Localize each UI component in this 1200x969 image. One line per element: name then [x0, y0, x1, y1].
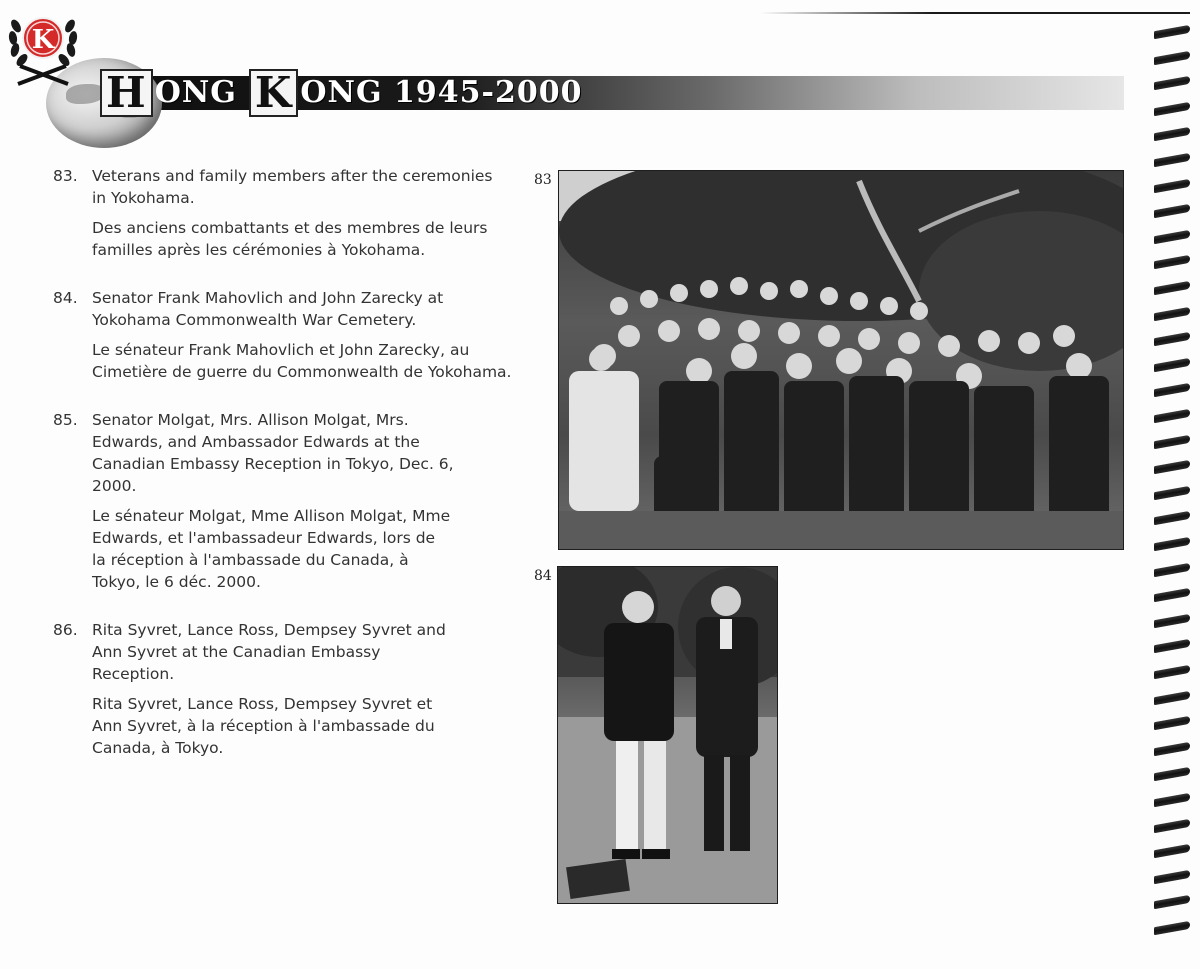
caption-number: 83. [53, 167, 78, 185]
caption-english: Veterans and family members after the ceremonies in Yokohama. [92, 167, 493, 207]
page-title [100, 70, 594, 116]
caption-list [50, 165, 512, 781]
caption-french: Des anciens combattants et des membres de leurs familles après les cérémonies à Yokohama. [92, 219, 488, 259]
binding-coil [1154, 767, 1190, 781]
binding-coil [1154, 588, 1190, 602]
caption-entry-83 [50, 165, 500, 261]
binding-coil [1154, 153, 1190, 167]
binding-coil [1154, 306, 1190, 320]
binding-coil [1154, 639, 1190, 653]
title-word-hong: ONG [154, 75, 237, 110]
binding-coil [1154, 230, 1190, 244]
binding-coil [1154, 358, 1190, 372]
caption-entry-86 [50, 619, 500, 759]
binding-coil [1154, 409, 1190, 423]
binding-coil [1154, 511, 1190, 525]
binding-coil [1154, 460, 1190, 474]
spiral-binding [1152, 18, 1192, 953]
binding-coil [1154, 281, 1190, 295]
binding-coil [1154, 690, 1190, 704]
binding-coil [1154, 50, 1190, 64]
binding-coil [1154, 178, 1190, 192]
binding-coil [1154, 204, 1190, 218]
binding-coil [1154, 716, 1190, 730]
binding-coil [1154, 665, 1190, 679]
binding-coil [1154, 127, 1190, 141]
binding-coil [1154, 562, 1190, 576]
caption-english: Rita Syvret, Lance Ross, Dempsey Syvret and Ann Syvret at the Canadian Embassy Reception. [92, 621, 446, 683]
photo-senator-cemetery [557, 566, 778, 904]
binding-coil [1154, 486, 1190, 500]
page-header [0, 0, 1150, 160]
binding-coil [1154, 102, 1190, 116]
group-photo-silhouettes [559, 171, 1123, 549]
photo-veterans-group [558, 170, 1124, 550]
caption-number: 85. [53, 411, 78, 429]
binding-coil [1154, 25, 1190, 39]
binding-coil [1154, 844, 1190, 858]
binding-coil [1154, 895, 1190, 909]
caption-french: Le sénateur Molgat, Mme Allison Molgat, Mme Edwards, et l'ambassadeur Edwards, lors de la réception à l'ambassade du Canada, à Tokyo, le 6 déc. 2000. [92, 507, 451, 591]
caption-entry-85 [50, 409, 500, 593]
binding-coil [1154, 921, 1190, 935]
binding-coil [1154, 537, 1190, 551]
caption-entry-84 [50, 287, 512, 383]
photo-label-83: 83 [534, 172, 552, 188]
two-men-silhouettes [558, 567, 777, 903]
title-initial-k: K [249, 69, 299, 117]
title-word-kong-years: ONG 1945-2000 [300, 75, 583, 110]
caption-english: Senator Molgat, Mrs. Allison Molgat, Mrs. Edwards, and Ambassador Edwards at the Canadian Embassy Reception in Tokyo, Dec. 6, 2000. [92, 411, 454, 495]
binding-coil [1154, 793, 1190, 807]
binding-coil [1154, 332, 1190, 346]
binding-coil [1154, 742, 1190, 756]
caption-english: Senator Frank Mahovlich and John Zarecky at Yokohama Commonwealth War Cemetery. [92, 289, 444, 329]
title-initial-h: H [100, 69, 153, 117]
binding-coil [1154, 76, 1190, 90]
photo-label-84: 84 [534, 568, 552, 584]
caption-french: Rita Syvret, Lance Ross, Dempsey Syvret et Ann Syvret, à la réception à l'ambassade du Canada, à Tokyo. [92, 695, 435, 757]
caption-number: 84. [53, 289, 78, 307]
binding-coil [1154, 818, 1190, 832]
binding-coil [1154, 255, 1190, 269]
binding-coil [1154, 614, 1190, 628]
caption-french: Le sénateur Frank Mahovlich et John Zarecky, au Cimetière de guerre du Commonwealth de Yokohama. [92, 341, 512, 381]
binding-coil [1154, 870, 1190, 884]
binding-coil [1154, 383, 1190, 397]
laurel-emblem-icon [6, 4, 80, 88]
binding-coil [1154, 434, 1190, 448]
emblem-letter: K [31, 25, 55, 55]
caption-number: 86. [53, 621, 78, 639]
